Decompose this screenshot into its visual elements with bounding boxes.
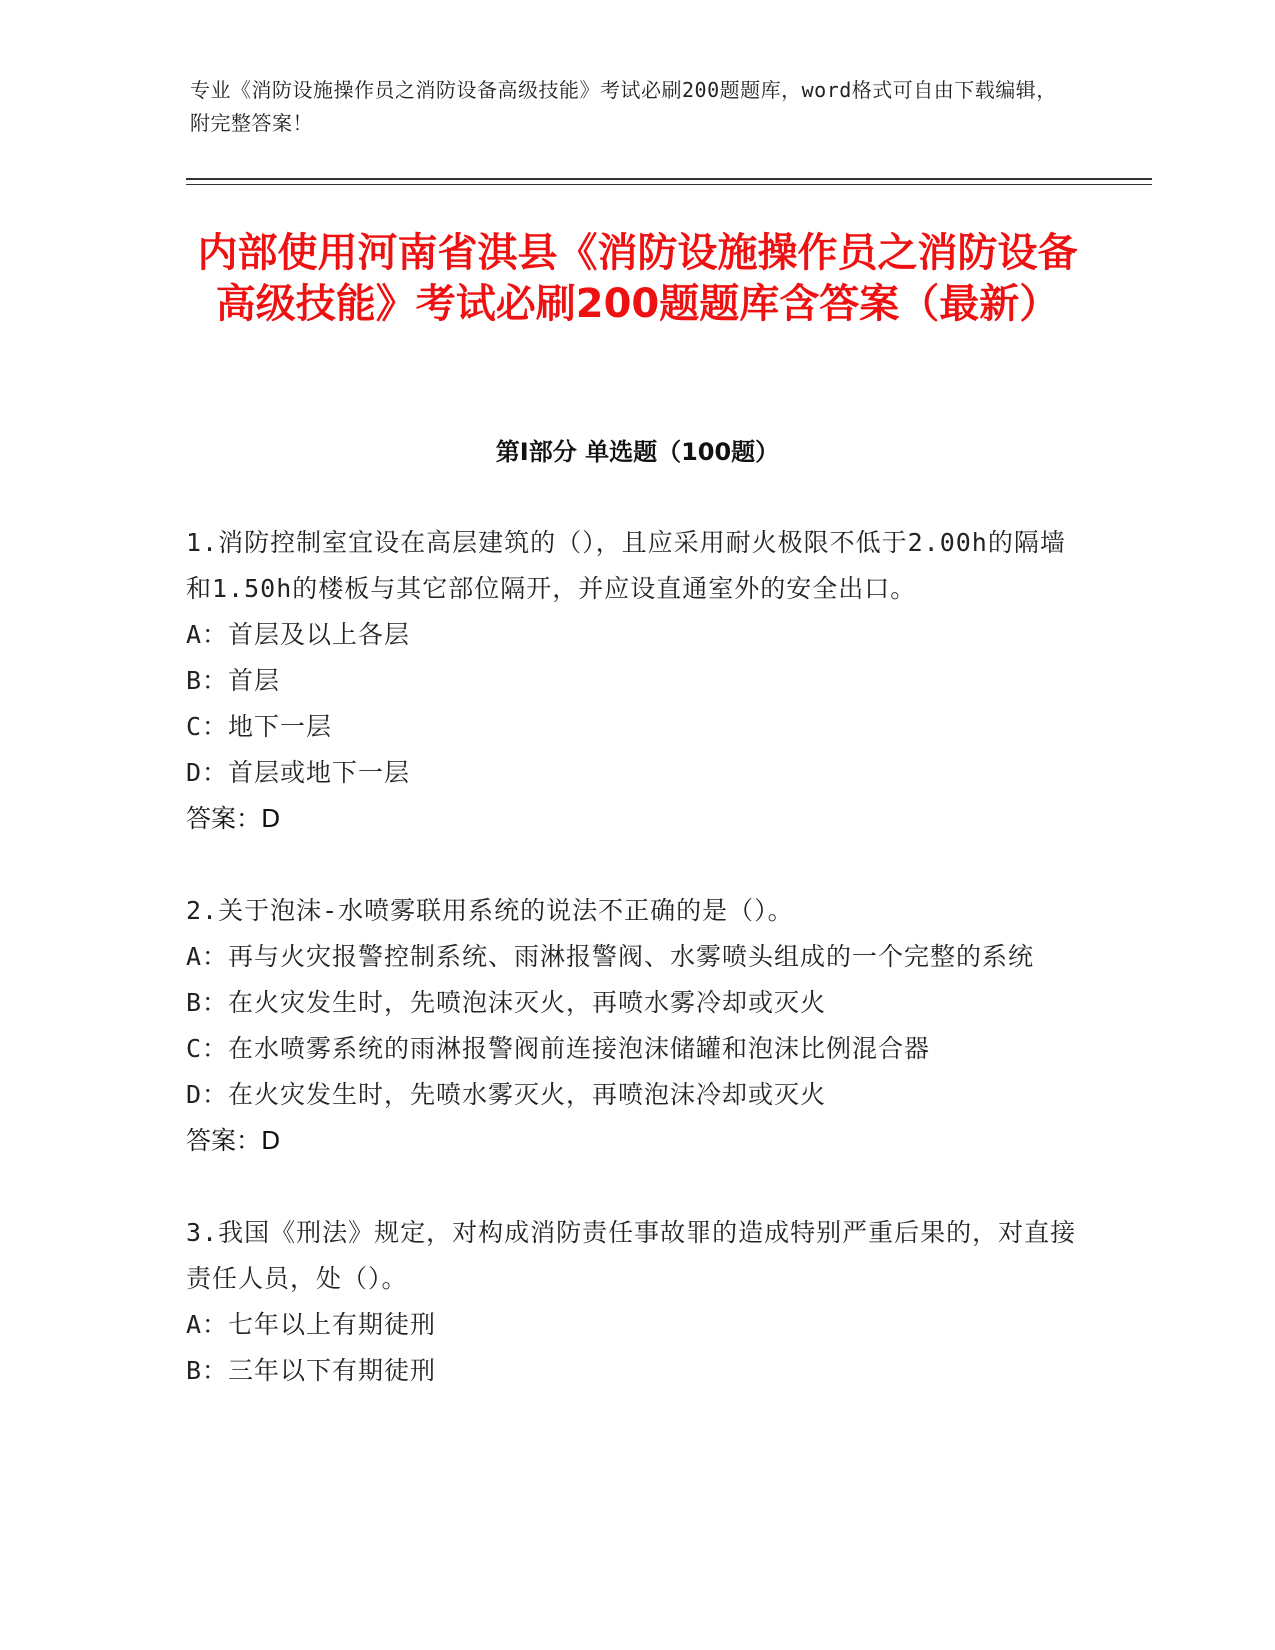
option-b: B：三年以下有期徒刑 (186, 1356, 437, 1385)
option-c: C：在水喷雾系统的雨淋报警阀前连接泡沫储罐和泡沫比例混合器 (186, 1034, 931, 1063)
option-a: A：首层及以上各层 (186, 620, 411, 649)
question-1 (186, 520, 1086, 842)
question-list (186, 520, 1086, 1440)
option-a: A：再与火灾报警控制系统、雨淋报警阀、水雾喷头组成的一个完整的系统 (186, 942, 1035, 971)
header-rule-thin (186, 184, 1152, 185)
option-d: D：首层或地下一层 (186, 758, 411, 787)
question-stem: 1.消防控制室宜设在高层建筑的（），且应采用耐火极限不低于2.00h的隔墙和1.50h的楼板与其它部位隔开，并应设直通室外的安全出口。 (186, 528, 1066, 603)
question-stem: 3.我国《刑法》规定，对构成消防责任事故罪的造成特别严重后果的，对直接责任人员，处（）。 (186, 1218, 1077, 1293)
option-c: C：地下一层 (186, 712, 333, 741)
answer: 答案：D (186, 1126, 281, 1155)
section-title: 第Ⅰ部分 单选题（100题） (495, 438, 780, 466)
answer: 答案：D (186, 804, 281, 833)
question-stem: 2.关于泡沫-水喷雾联用系统的说法不正确的是（）。 (186, 896, 794, 925)
option-a: A：七年以上有期徒刑 (186, 1310, 437, 1339)
question-3 (186, 1210, 1086, 1394)
header-rule-thick (186, 178, 1152, 180)
document-title: 内部使用河南省淇县《消防设施操作员之消防设备高级技能》考试必刷200题题库含答案（最新） (197, 230, 1078, 327)
question-2 (186, 888, 1086, 1164)
option-b: B：首层 (186, 666, 281, 695)
option-b: B：在火灾发生时，先喷泡沫灭火，再喷水雾冷却或灭火 (186, 988, 827, 1017)
option-d: D：在火灾发生时，先喷水雾灭火，再喷泡沫冷却或灭火 (186, 1080, 827, 1109)
header-note: 专业《消防设施操作员之消防设备高级技能》考试必刷200题题库，word格式可自由下载编辑，附完整答案！ (190, 78, 1057, 135)
